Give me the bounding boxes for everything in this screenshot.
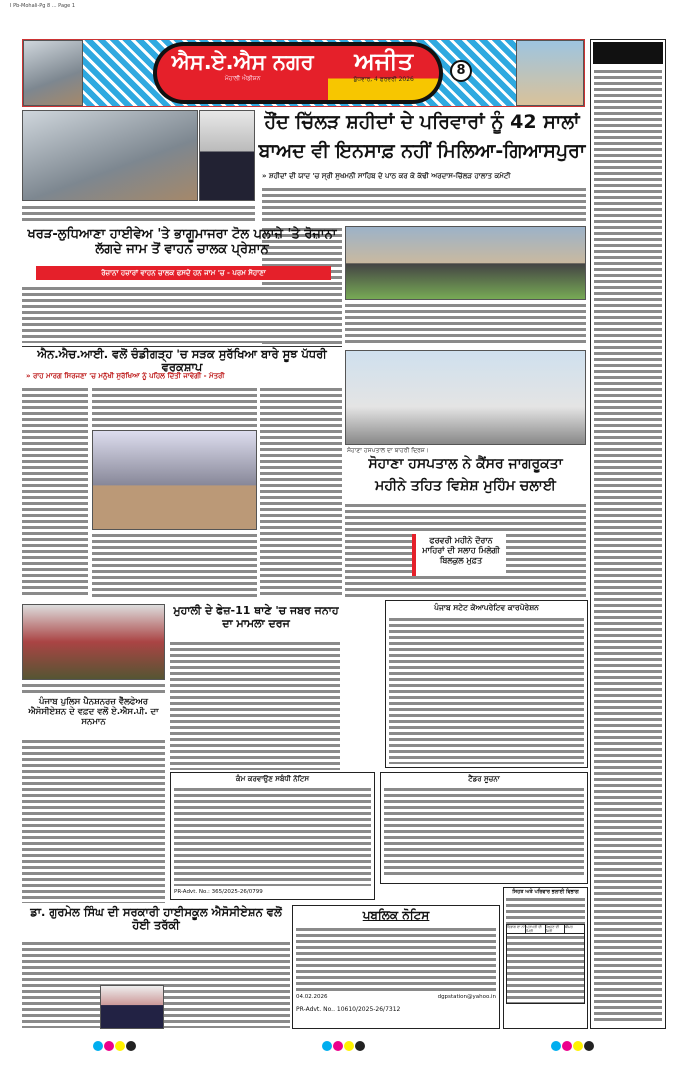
- toll-body: [22, 285, 342, 343]
- work-notice-title: ਕੰਮ ਕਰਵਾਉਣ ਸਬੰਧੀ ਨੋਟਿਸ: [235, 775, 310, 783]
- print-slug: I Pb-Mohali-Pg 8 ... Page 1: [10, 3, 76, 9]
- masthead-edition: ਮੋਹਾਲੀ ਐਡੀਸ਼ਨ: [224, 75, 261, 82]
- pensioners-body: [22, 738, 165, 903]
- nhai-body-bottom: [92, 532, 257, 598]
- table-header: ਵਿਭਾਗ ਦਾ ਨਾਂ: [507, 925, 526, 933]
- coop-ad-title: ਪੰਜਾਬ ਸਟੇਟ ਕੋਆਪਰੇਟਿਵ ਕਾਰਪੋਰੇਸ਼ਨ: [434, 603, 539, 612]
- hospital-photo: [345, 350, 586, 445]
- table-header: ਖੋਲ੍ਹਣ ਦੀ ਮਿਤੀ: [546, 925, 565, 933]
- tender-notice-title: ਟੈਂਡਰ ਸੂਚਨਾ: [468, 775, 500, 783]
- nhai-body-top: [92, 386, 257, 428]
- masthead-right-photo: [516, 40, 584, 106]
- toll-subhead: ਰੋਜ਼ਾਨਾ ਹਜ਼ਾਰਾਂ ਵਾਹਨ ਚਾਲਕ ਫਸਦੇ ਹਨ ਜਾਮ 'ਚ - ਪਰਮ ਸੋਹਾਣਾ: [36, 266, 331, 280]
- right-column-notices: [590, 39, 666, 1029]
- masthead-date: ਬੁੱਧਵਾਰ, 4 ਫਰਵਰੀ 2026: [353, 76, 414, 83]
- nhai-workshop-photo: [92, 430, 257, 530]
- tender-notice-ad: [380, 772, 588, 884]
- public-notice-pr: PR-Advt. No.. 10610/2025-26/7312: [296, 1005, 401, 1013]
- lead-body: [262, 186, 586, 224]
- coop-ad: [385, 600, 588, 768]
- toll-headline: ਖਰੜ-ਲੁਧਿਆਣਾ ਹਾਈਵੇਅ 'ਤੇ ਭਾਗੂਮਾਜਰਾ ਟੋਲ ਪਲਾਜ਼ੇ 'ਤੇ ਰੋਜ਼ਾਨਾ ਲੱਗਦੇ ਜਾਮ ਤੋਂ ਵਾਹਨ ਚਾਲਕ ਪ੍ਰੇਸ਼ਾਨ: [27, 227, 337, 257]
- health-tender-title: ਸਿਹਤ ਅਤੇ ਪਰਿਵਾਰ ਭਲਾਈ ਵਿਭਾਗ: [512, 889, 579, 895]
- pensioners-headline: ਪੰਜਾਬ ਪੁਲਿਸ ਪੈਨਸ਼ਨਰਜ਼ ਵੈੱਲਫੇਅਰ ਐਸੋਸੀਏਸ਼ਨ ਦੇ ਵਫ਼ਦ ਵਲੋਂ ਏ.ਐਸ.ਪੀ. ਦਾ ਸਨਮਾਨ: [28, 697, 159, 727]
- health-tender-ad: [503, 887, 588, 1029]
- lead-subhead: » ਸ਼ਹੀਦਾਂ ਦੀ ਯਾਦ 'ਚ ਸ੍ਰੀ ਸੁਖਮਨੀ ਸਾਹਿਬ ਦੇ ਪਾਠ ਕਰ ਕੇ ਕੱਢੀ ਅਰਦਾਸ-ਚਿੱਲੜ ਹਾਲਾਤ ਕਮੇਟੀ: [262, 172, 511, 180]
- nhai-body-col4: [260, 386, 342, 598]
- lead-body-bottom: [345, 302, 586, 344]
- pensioners-photo: [22, 604, 165, 680]
- nhai-subhead: » ਰਾਹ ਮਾਰਗ ਸਿਰਜਣਾ 'ਚ ਮਨੁੱਖੀ ਸੁਰੱਖਿਆ ਨੂੰ ਪਹਿਲ ਦਿੱਤੀ ਜਾਵੇਗੀ - ਮੰਤਰੀ: [26, 372, 225, 380]
- highway-photo: [22, 110, 198, 201]
- gurmel-photo: [100, 985, 164, 1029]
- masthead-title: ਐਸ.ਏ.ਐਸ ਨਗਰ: [171, 50, 314, 74]
- work-notice-pr: PR-Advt. No.: 365/2025-26/0799: [174, 889, 263, 896]
- pensioners-caption: [22, 682, 165, 694]
- hospital-headline-2: ਮਹੀਨੇ ਤਹਿਤ ਵਿਸ਼ੇਸ਼ ਮੁਹਿੰਮ ਚਲਾਈ: [375, 478, 556, 494]
- public-notice-email: dgpstation@yahoo.in: [437, 993, 496, 1000]
- nhai-body-col1: [22, 386, 88, 598]
- mohali-headline: ਮੁਹਾਲੀ ਦੇ ਫੇਜ਼-11 ਥਾਣੇ 'ਚ ਜਬਰ ਜਨਾਹ ਦਾ ਮਾਮਲਾ ਦਰਜ: [173, 604, 339, 630]
- public-notice-ad: [292, 905, 500, 1029]
- public-notice-title: ਪਬਲਿਕ ਨੋਟਿਸ: [362, 908, 430, 922]
- photo-caption: [22, 204, 255, 222]
- masthead-brand: ਅਜੀਤ: [354, 47, 414, 75]
- hospital-caption: ਸੋਹਾਣਾ ਹਸਪਤਾਲ ਦਾ ਬਾਹਰੀ ਦ੍ਰਿਸ਼।: [347, 447, 429, 454]
- masthead-left-photo: [23, 40, 83, 106]
- page-number: 8: [450, 60, 472, 82]
- hospital-headline-1: ਸੋਹਾਣਾ ਹਸਪਤਾਲ ਨੇ ਕੈਂਸਰ ਜਾਗਰੂਕਤਾ: [368, 456, 563, 472]
- table-header: ਪ੍ਰਾਪਤੀ ਦੀ ਮਿਤੀ: [526, 925, 545, 933]
- nhai-headline: ਐਨ.ਐਚ.ਆਈ. ਵਲੋਂ ਚੰਡੀਗੜ੍ਹ 'ਚ ਸੜਕ ਸੁਰੱਖਿਆ ਬਾਰੇ ਸੂਝ ਪੱਧਰੀ ਵਰਕਸ਼ਾਪ: [37, 347, 327, 375]
- lead-photo-group: [345, 226, 586, 300]
- work-notice-ad: [170, 772, 375, 900]
- hospital-callout: ਫਰਵਰੀ ਮਹੀਨੇ ਦੌਰਾਨ ਮਾਹਿਰਾਂ ਦੀ ਸਲਾਹ ਮਿਲੇਗੀ ਬਿਲਕੁਲ ਮੁਫ਼ਤ: [412, 534, 506, 576]
- lead-headline-1: ਹੌਂਦ ਚਿੱਲੜ ਸ਼ਹੀਦਾਂ ਦੇ ਪਰਿਵਾਰਾਂ ਨੂੰ 42 ਸਾਲਾਂ: [264, 111, 580, 133]
- lead-headline-2: ਬਾਅਦ ਵੀ ਇਨਸਾਫ਼ ਨਹੀਂ ਮਿਲਿਆ-ਗਿਆਸਪੁਰਾ: [258, 140, 586, 162]
- person-photo: [199, 110, 255, 201]
- masthead: [22, 39, 585, 107]
- gurmel-headline: ਡਾ. ਗੁਰਮੇਲ ਸਿੰਘ ਦੀ ਸਰਕਾਰੀ ਹਾਈਸਕੂਲ ਐਸੋਸੀਏਸ਼ਨ ਵਲੋਂ ਹੋਈ ਤਰੱਕੀ: [30, 905, 282, 933]
- color-registration-marks: [0, 1036, 687, 1055]
- public-notice-date: 04.02.2026: [296, 993, 328, 1000]
- table-header: ਕੀਮਤ: [564, 924, 573, 929]
- mohali-body: [170, 640, 340, 770]
